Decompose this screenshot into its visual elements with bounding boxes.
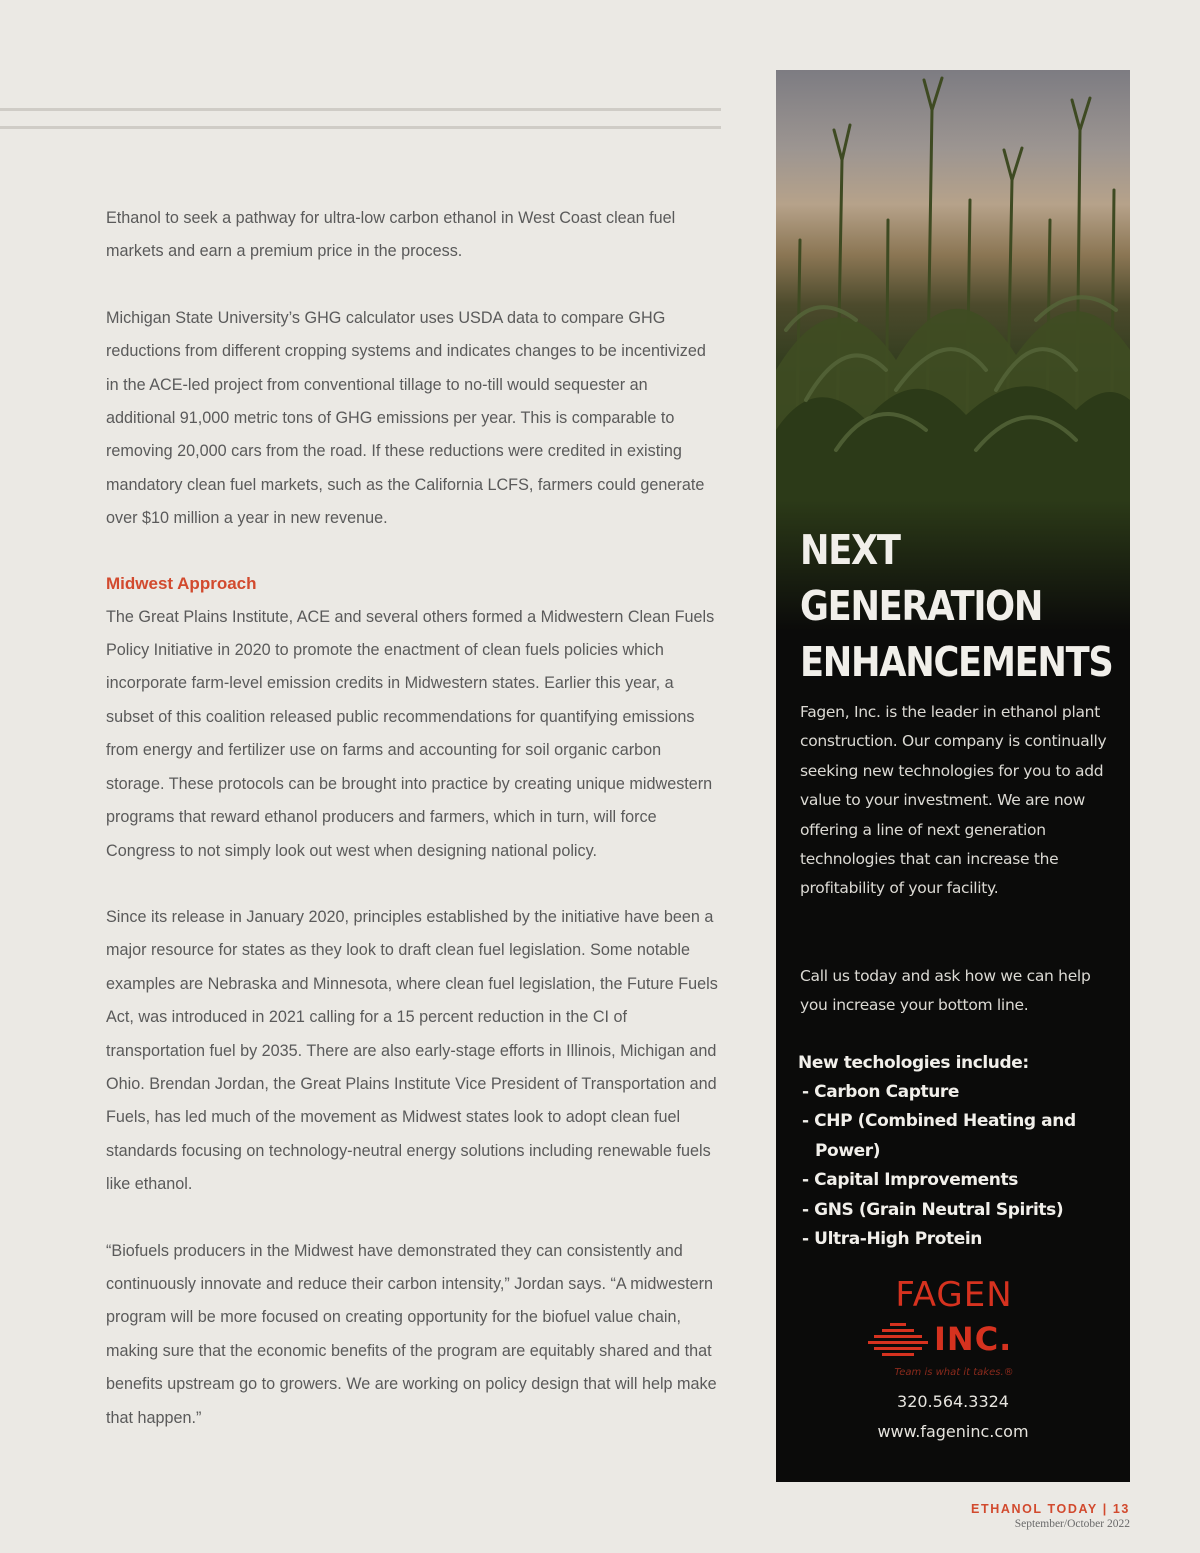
fagen-logo-word: FAGEN xyxy=(895,1275,1013,1315)
article-paragraph: Ethanol to seek a pathway for ultra-low carbon ethanol in West Coast clean fuel markets and earn a premium price in the process. xyxy=(106,209,676,261)
article-paragraph: “Biofuels producers in the Midwest have demonstrated they can consistently and continuously innovate and reduce their carbon intensity,” Jordan says. “A midwestern program will be more focused on creating opportunity for the biofuel value chain, making sure that the economic benefits of the program are equitably shared and that benefits upstream go to growers. We are working on policy design that will help make that happen.” xyxy=(106,1241,717,1427)
article-column xyxy=(106,202,721,1468)
fagen-logo xyxy=(864,1275,1044,1385)
ad-headline xyxy=(800,522,1113,690)
top-rule xyxy=(0,108,721,111)
fagen-diamond-icon xyxy=(868,1321,928,1361)
ad-technology-item: - CHP (Combined Heating and Power) xyxy=(802,1111,1076,1161)
article-paragraph: Since its release in January 2020, principles established by the initiative have been a major resource for states as they look to draft clean fuel legislation. Some notable examples are Nebraska and Minnesota, where clean fuel legislation, the Future Fuels Act, was introduced in 2021 calling for a 15 percent reduction in the CI of transportation fuel by 2035. There are also early-stage efforts in Illinois, Michigan and Ohio. Brendan Jordan, the Great Plains Institute Vice President of Transportation and Fuels, has led much of the movement as Midwest states look to adopt clean fuel standards focusing on technology-neutral energy solutions including renewable fuels like ethanol. xyxy=(106,907,718,1194)
fagen-logo-tagline: Team is what it takes.® xyxy=(894,1367,1014,1378)
ad-call-to-action: Call us today and ask how we can help you increase your bottom line. xyxy=(800,967,1091,1015)
ad-phone-number[interactable]: 320.564.3324 xyxy=(897,1392,1009,1411)
ad-technology-item: - Ultra-High Protein xyxy=(802,1229,982,1250)
ad-website-link[interactable]: www.fageninc.com xyxy=(877,1422,1029,1441)
fagen-logo-inc: INC. xyxy=(934,1320,1013,1358)
article-paragraph: The Great Plains Institute, ACE and several others formed a Midwestern Clean Fuels Policy Initiative in 2020 to promote the enactment of clean fuels policies which incorporate farm-level emission credits in Midwestern states. Earlier this year, a subset of this coalition released public recommendations for quantifying emissions from energy and fertilizer use on farms and accounting for soil organic carbon storage. These protocols can be brought into practice by creating unique midwestern programs that reward ethanol producers and farmers, which in turn, will force Congress to not simply look out west when designing national policy. xyxy=(106,607,715,860)
section-heading: Midwest Approach xyxy=(106,573,257,593)
ad-headline-line: GENERATION xyxy=(800,582,1043,630)
ad-technologies-title: New techologies include: xyxy=(798,1053,1029,1073)
ad-headline-line: NEXT xyxy=(800,526,900,574)
footer-issue-date: September/October 2022 xyxy=(1014,1518,1130,1530)
footer-magazine-page: ETHANOL TODAY | 13 xyxy=(971,1502,1130,1516)
advertisement[interactable] xyxy=(776,70,1130,1482)
ad-technology-item: - Capital Improvements xyxy=(802,1170,1018,1191)
ad-body-text: Fagen, Inc. is the leader in ethanol plant construction. Our company is continually seeking new technologies for you to add value to your investment. We are now offering a line of next generation technologies that can increase the profitability of your facility. xyxy=(800,703,1107,898)
top-rule-secondary xyxy=(0,126,721,129)
ad-technology-item: - GNS (Grain Neutral Spirits) xyxy=(802,1199,1064,1220)
article-paragraph: Michigan State University’s GHG calculator uses USDA data to compare GHG reductions from different cropping systems and indicates changes to be incentivized in the ACE-led project from conventional tillage to no-till would sequester an additional 91,000 metric tons of GHG emissions per year. This is comparable to removing 20,000 cars from the road. If these reductions were credited in existing mandatory clean fuel markets, such as the California LCFS, farmers could generate over $10 million a year in new revenue. xyxy=(106,308,706,528)
ad-headline-line: ENHANCEMENTS xyxy=(800,638,1113,686)
ad-technology-item: - Carbon Capture xyxy=(802,1082,960,1102)
ad-technologies-list xyxy=(802,1078,1115,1254)
